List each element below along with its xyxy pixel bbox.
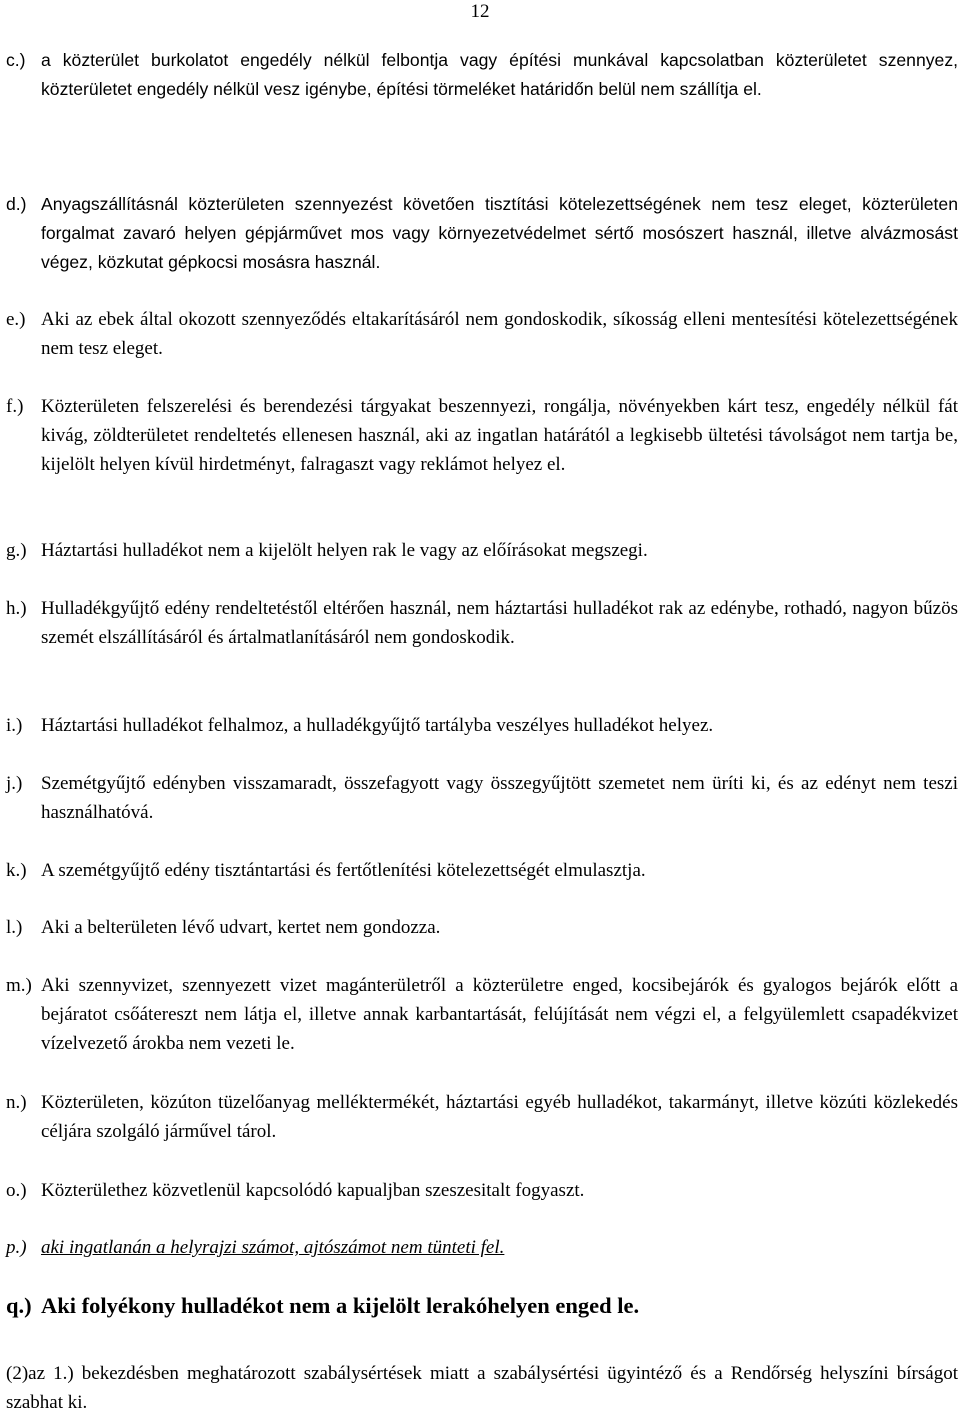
item-marker: n.) xyxy=(6,1092,27,1113)
item-marker: p.) xyxy=(6,1237,27,1258)
list-item-p xyxy=(0,1233,958,1262)
list-item-c xyxy=(0,46,958,104)
list-item-j xyxy=(0,769,958,827)
item-text: Aki a belterületen lévő udvart, kertet nem gondozza. xyxy=(41,917,441,938)
list-item-f xyxy=(0,392,958,479)
item-text: Aki szennyvizet, szennyezett vizet magánterületről a közterületre enged, kocsibejárók és gyalogos bejárók előtt a bejáratot csőátereszt nem látja el, illetve annak karbantartását, felújítását nem végzi el, a felgyülemlett csapadékvizet vízelvezető árokba nem vezeti le. xyxy=(41,975,958,1054)
item-text: A szemétgyűjtő edény tisztántartási és fertőtlenítési kötelezettségét elmulasztja. xyxy=(41,860,646,881)
list-item-h xyxy=(0,594,958,652)
item-marker: j.) xyxy=(6,773,23,794)
item-marker: m.) xyxy=(6,975,32,996)
item-marker: g.) xyxy=(6,540,27,561)
item-text: aki ingatlanán a helyrajzi számot, ajtószámot nem tünteti fel. xyxy=(41,1237,505,1258)
item-text: a közterület burkolatot engedély nélkül felbontja vagy építési munkával kapcsolatban közterületet szennyez, közterületet engedély nélkül vesz igénybe, építési törmeléket határidőn belül nem szállítja el. xyxy=(41,50,958,99)
list-item-q xyxy=(0,1291,958,1321)
item-marker: e.) xyxy=(6,309,26,330)
item-marker: q.) xyxy=(6,1293,32,1318)
item-marker: f.) xyxy=(6,396,24,417)
list-item-g xyxy=(0,536,958,565)
item-text: Háztartási hulladékot nem a kijelölt helyen rak le vagy az előírásokat megszegi. xyxy=(41,540,648,561)
list-item-l xyxy=(0,913,958,942)
list-item-e xyxy=(0,305,958,363)
item-text: Anyagszállításnál közterületen szennyezést követően tisztítási kötelezettségének nem tesz eleget, közterületen forgalmat zavaró helyen gépjárművet mos vagy környezetvédelmet sértő mosószert használ, illetve alvázmosást végez, közkutat gépkocsi mosásra használ. xyxy=(41,194,958,272)
item-text: Szemétgyűjtő edényben visszamaradt, összefagyott vagy összegyűjtött szemetet nem üríti ki, és az edényt nem teszi használhatóvá. xyxy=(41,773,958,823)
page-number: 12 xyxy=(470,1,490,22)
item-text: Közterületen felszerelési és berendezési tárgyakat beszennyezi, rongálja, növényekben kárt tesz, engedély nélkül fát kivág, zöldterületet rendeltetés ellenesen használ, aki az ingatlan határától a legkisebb ültetési távolságot nem tartja be, kijelölt helyen kívül hirdetményt, falragaszt vagy reklámot helyez el. xyxy=(41,396,958,475)
item-marker: l.) xyxy=(6,917,23,938)
item-marker: o.) xyxy=(6,1180,27,1201)
list-item-m xyxy=(0,971,958,1058)
list-item-d xyxy=(0,190,958,277)
item-marker: i.) xyxy=(6,715,23,736)
list-item-i xyxy=(0,711,958,740)
list-item-n xyxy=(0,1088,958,1146)
item-text: Közterülethez közvetlenül kapcsolódó kapualjban szeszesitalt fogyaszt. xyxy=(41,1180,585,1201)
item-text-wrapper xyxy=(41,1233,958,1262)
item-text: Háztartási hulladékot felhalmoz, a hulladékgyűjtő tartályba veszélyes hulladékot helyez. xyxy=(41,715,714,736)
item-marker: h.) xyxy=(6,598,27,619)
list-item-k xyxy=(0,856,958,885)
closing-paragraph: (2)az 1.) bekezdésben meghatározott szabálysértések miatt a szabálysértési ügyintéző és a Rendőrség helyszíni bírságot szabhat ki. xyxy=(6,1363,958,1413)
item-marker: k.) xyxy=(6,860,27,881)
item-text: Aki az ebek által okozott szennyeződés eltakarításáról nem gondoskodik, síkosság elleni mentesítési kötelezettségének nem tesz eleget. xyxy=(41,309,958,359)
item-text: Közterületen, közúton tüzelőanyag melléktermékét, háztartási egyéb hulladékot, takarmányt, illetve közúti közlekedés céljára szolgáló járművel tárol. xyxy=(41,1092,958,1142)
item-marker: c.) xyxy=(6,50,26,70)
item-marker: d.) xyxy=(6,194,27,214)
item-text: Aki folyékony hulladékot nem a kijelölt lerakóhelyen enged le. xyxy=(41,1293,640,1318)
item-text: Hulladékgyűjtő edény rendeltetéstől eltérően használ, nem háztartási hulladékot rak az edénybe, rothadó, nagyon bűzös szemét elszállításáról és ártalmatlanításáról nem gondoskodik. xyxy=(41,598,958,648)
list-item-o xyxy=(0,1176,958,1205)
